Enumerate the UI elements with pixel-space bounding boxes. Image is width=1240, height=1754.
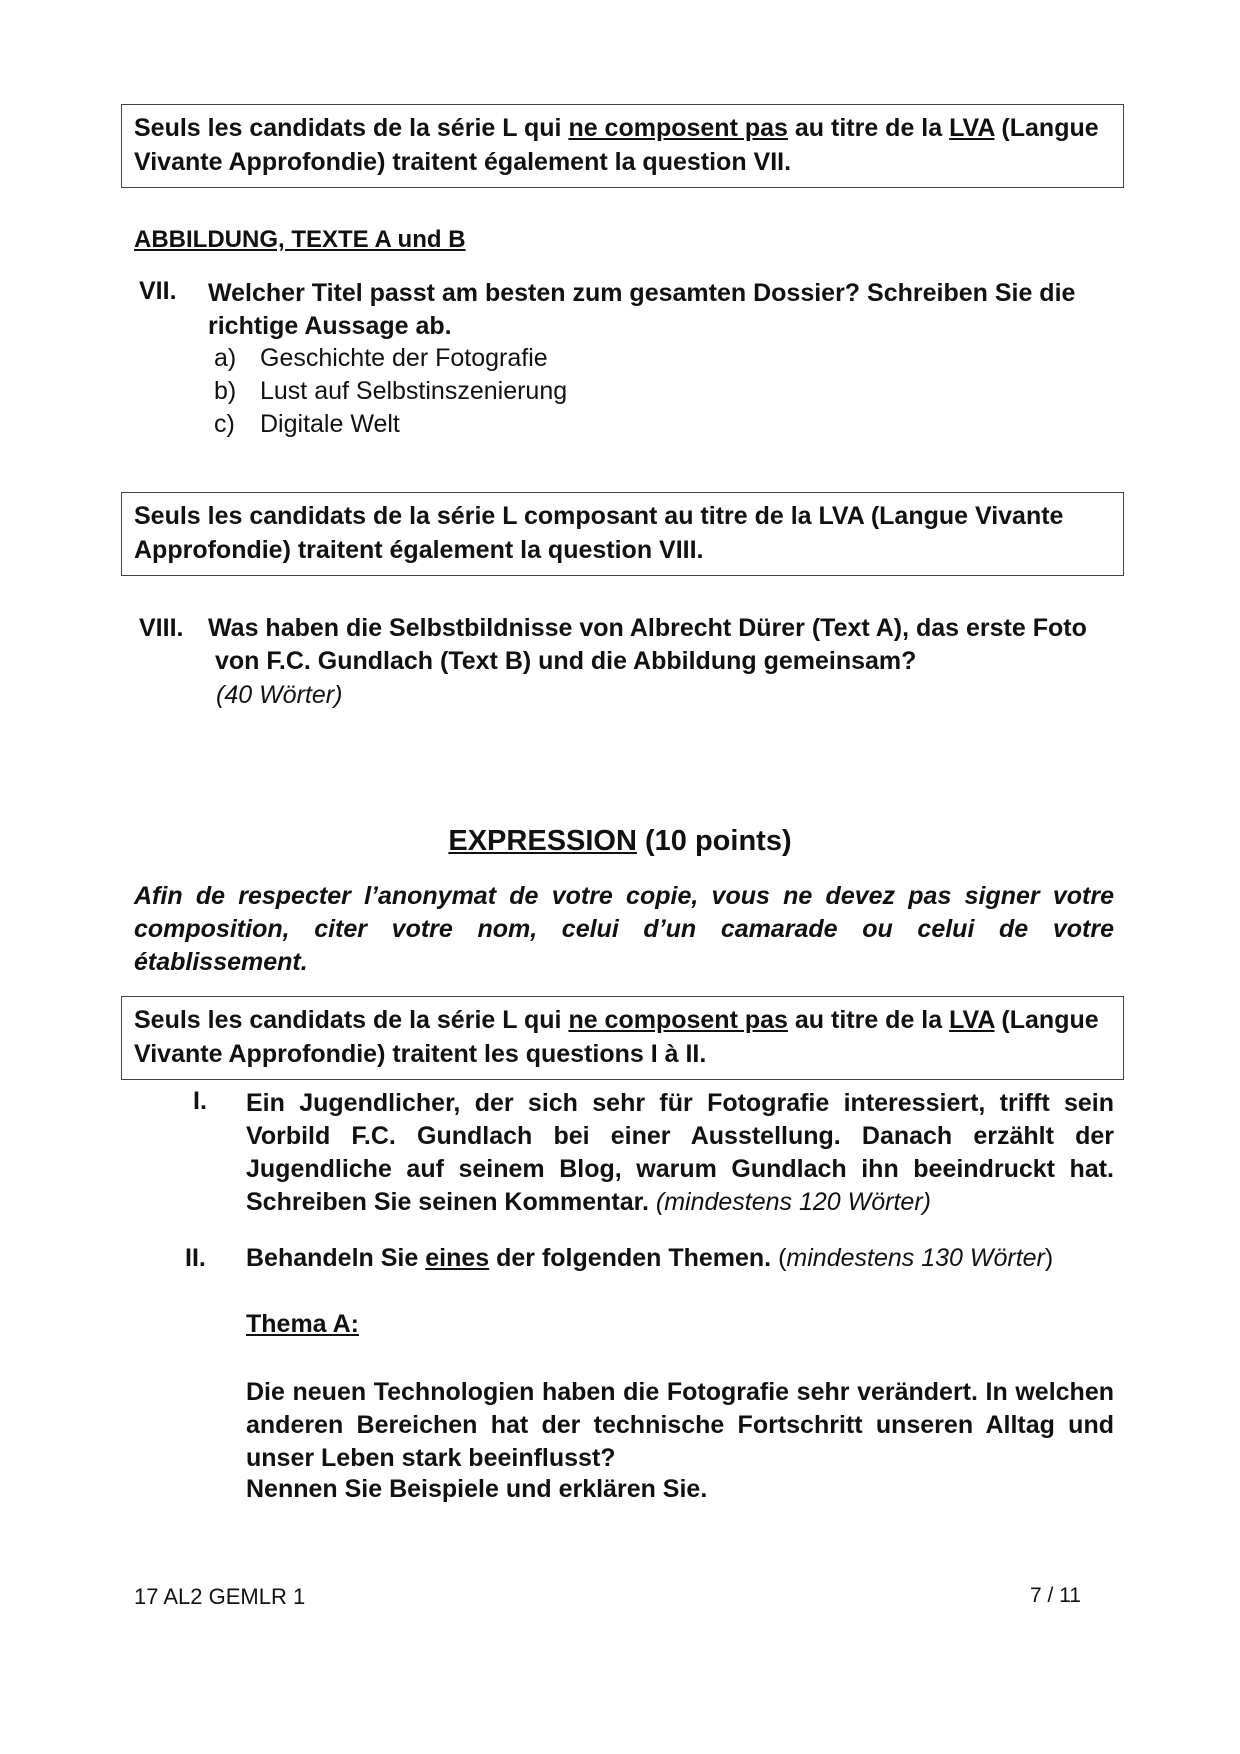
section-heading: ABBILDUNG, TEXTE A und B: [134, 226, 466, 253]
task2-paren-open: (: [771, 1244, 787, 1272]
task1-prompt: [246, 1087, 1114, 1219]
task2-text-end: der folgenden Themen.: [489, 1244, 772, 1272]
q8-question-line2: von F.C. Gundlach (Text B) und die Abbildung gemeinsam?: [215, 647, 917, 675]
q7-option-b: Lust auf Selbstinszenierung: [260, 377, 568, 405]
q7-option-c-letter: c): [214, 410, 235, 438]
box3-lva: LVA: [949, 1006, 995, 1034]
q7-option-a-letter: a): [214, 344, 237, 372]
q7-option-a: Geschichte der Fotografie: [260, 344, 548, 372]
q7-option-b-letter: b): [214, 377, 237, 405]
theme-a-text: Die neuen Technologien haben die Fotografie sehr verändert. In welchen anderen Bereichen hat der technische Fortschritt unseren Alltag und unser Leben stark beeinflusst?: [246, 1378, 1114, 1472]
task2-emphasis: eines: [425, 1244, 490, 1272]
q7-number: VII.: [139, 277, 177, 305]
footer-exam-code: 17 AL2 GEMLR 1: [134, 1584, 306, 1609]
task2-paren-close: ): [1044, 1244, 1054, 1272]
expression-points: (10 points): [636, 825, 792, 857]
task2-word-count: mindestens 130 Wörter: [786, 1244, 1045, 1272]
expression-heading: [0, 825, 1240, 858]
instruction-box-lva-only: [121, 492, 1124, 576]
box1-text-mid: au titre de la: [787, 114, 950, 142]
task2-number: II.: [185, 1244, 206, 1272]
task1-text: Ein Jugendlicher, der sich sehr für Fotografie interessiert, trifft sein Vorbild F.C. Gundlach bei einer Ausstellung. Danach erzählt der Jugendliche auf seinem Blog, warum Gundlach ihn beeindruckt hat. Schreiben Sie seinen Kommentar.: [246, 1089, 1114, 1216]
q8-question-line1: Was haben die Selbstbildnisse von Albrecht Dürer (Text A), das erste Foto: [208, 614, 1087, 642]
instruction-box-questions: [121, 996, 1124, 1080]
theme-a-instruction: Nennen Sie Beispiele und erklären Sie.: [246, 1475, 708, 1503]
box1-text: Seuls les candidats de la série L qui: [134, 114, 569, 142]
box3-emphasis: ne composent pas: [568, 1006, 788, 1034]
q7-option-c: Digitale Welt: [260, 410, 400, 438]
task1-number: I.: [193, 1087, 207, 1115]
q7-question: Welcher Titel passt am besten zum gesamten Dossier? Schreiben Sie die richtige Aussage ab.: [208, 279, 1076, 340]
task1-word-count: (mindestens 120 Wörter): [655, 1188, 931, 1216]
footer-page-number: 7 / 11: [1030, 1584, 1081, 1607]
expression-title: EXPRESSION: [448, 825, 637, 857]
anonymity-notice: Afin de respecter l’anonymat de votre copie, vous ne devez pas signer votre composition, citer votre nom, celui d’un camarade ou celui de votre établissement.: [134, 882, 1114, 976]
task2-text: Behandeln Sie: [246, 1244, 426, 1272]
box1-emphasis: ne composent pas: [568, 114, 788, 142]
q8-word-count: (40 Wörter): [216, 681, 343, 709]
box2-text: Seuls les candidats de la série L composant au titre de la LVA (Langue Vivante Approfondie) traitent également la question VIII.: [134, 502, 1064, 564]
box3-text-mid: au titre de la: [787, 1006, 950, 1034]
instruction-box-lva-excluded: [121, 104, 1124, 188]
theme-a-title: Thema A:: [246, 1310, 359, 1338]
box1-lva: LVA: [949, 114, 995, 142]
task2-prompt: [246, 1244, 1053, 1273]
box3-text: Seuls les candidats de la série L qui: [134, 1006, 569, 1034]
box3-text-end: (Langue Vivante Approfondie) traitent les questions I à II.: [134, 1006, 1099, 1068]
q8-number: VIII.: [139, 614, 184, 642]
box1-text-end: (Langue Vivante Approfondie) traitent également la question VII.: [134, 114, 1099, 176]
